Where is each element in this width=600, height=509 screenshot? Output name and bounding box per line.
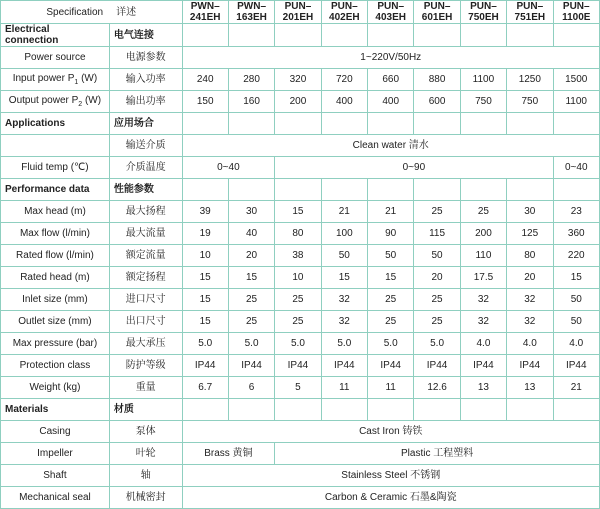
row-label-en: Power source	[1, 47, 110, 69]
row-value-cell: 200	[275, 91, 321, 113]
row-label-en-text: Output power P	[8, 94, 79, 106]
row-value-cell: 25	[228, 311, 274, 333]
table-row	[1, 47, 600, 69]
section-filler-cell	[275, 179, 321, 201]
row-value-cell: 360	[553, 223, 600, 245]
row-label-cn: 电源参数	[109, 47, 182, 69]
row-value-cell: 100	[321, 223, 367, 245]
row-label-cn: 叶轮	[109, 443, 182, 465]
column-header-model: PUN–403EH	[368, 1, 414, 24]
row-merged-value: Stainless Steel 不锈钢	[182, 465, 600, 487]
section-title-cn: 性能参数	[109, 179, 182, 201]
column-header-model: PWN–163EH	[228, 1, 274, 24]
row-group-value: Brass 黄铜	[182, 443, 275, 465]
row-value-cell: 115	[414, 223, 460, 245]
row-value-cell: 25	[275, 289, 321, 311]
row-value-cell: 25	[414, 201, 460, 223]
row-value-cell: 38	[275, 245, 321, 267]
row-label-cn: 额定流量	[109, 245, 182, 267]
row-value-cell: 5.0	[368, 333, 414, 355]
section-title-cn: 材质	[109, 399, 182, 421]
row-value-cell: IP44	[460, 355, 506, 377]
row-value-cell: 20	[228, 245, 274, 267]
table-row	[1, 333, 600, 355]
row-label-subscript: 1	[74, 78, 79, 86]
section-filler-cell	[507, 399, 553, 421]
section-filler-cell	[460, 399, 506, 421]
row-value-cell: 4.0	[553, 333, 600, 355]
row-label-cn: 输入功率	[109, 69, 182, 91]
row-value-cell: 30	[507, 201, 553, 223]
title-cn: 详述	[116, 6, 137, 18]
section-filler-cell	[275, 399, 321, 421]
row-value-cell: 200	[460, 223, 506, 245]
section-filler-cell	[228, 399, 274, 421]
table-row	[1, 223, 600, 245]
table-row	[1, 201, 600, 223]
row-label-en: Inlet size (mm)	[1, 289, 110, 311]
row-value-cell: 80	[507, 245, 553, 267]
row-value-cell: 32	[507, 289, 553, 311]
row-label-en: Fluid temp (℃)	[1, 157, 110, 179]
section-filler-cell	[368, 399, 414, 421]
row-label-cn: 最大流量	[109, 223, 182, 245]
section-filler-cell	[507, 179, 553, 201]
row-value-cell: 21	[321, 201, 367, 223]
row-value-cell: 5.0	[321, 333, 367, 355]
section-filler-cell	[414, 24, 460, 47]
section-filler-cell	[414, 399, 460, 421]
section-filler-cell	[507, 113, 553, 135]
row-value-cell: 40	[228, 223, 274, 245]
section-filler-cell	[553, 24, 600, 47]
row-value-cell: 20	[414, 267, 460, 289]
table-row	[1, 69, 600, 91]
row-value-cell: 1250	[507, 69, 553, 91]
section-title-en: Materials	[1, 399, 110, 421]
row-label-cn: 介质温度	[109, 157, 182, 179]
table-row	[1, 289, 600, 311]
row-value-cell: 4.0	[460, 333, 506, 355]
row-value-cell: 25	[368, 311, 414, 333]
row-value-cell: 750	[460, 91, 506, 113]
row-value-cell: 1100	[553, 91, 600, 113]
row-value-cell: 320	[275, 69, 321, 91]
row-value-cell: 5	[275, 377, 321, 399]
section-filler-cell	[368, 113, 414, 135]
table-row	[1, 91, 600, 113]
table-row	[1, 267, 600, 289]
row-value-cell: 32	[507, 311, 553, 333]
row-label-en: Shaft	[1, 465, 110, 487]
row-label-cn: 最大扬程	[109, 201, 182, 223]
section-title-en: Performance data	[1, 179, 110, 201]
row-value-cell: 19	[182, 223, 228, 245]
row-value-cell: 32	[321, 289, 367, 311]
title-en: Specification	[46, 6, 104, 18]
row-label-en: Max flow (l/min)	[1, 223, 110, 245]
row-label-cn: 出口尺寸	[109, 311, 182, 333]
row-value-cell: 720	[321, 69, 367, 91]
row-label-cn: 机械密封	[109, 487, 182, 509]
row-value-cell: 50	[368, 245, 414, 267]
row-group-value: Plastic 工程塑料	[275, 443, 600, 465]
row-value-cell: 220	[553, 245, 600, 267]
row-label-en: Rated head (m)	[1, 267, 110, 289]
row-value-cell: 15	[182, 311, 228, 333]
section-filler-cell	[182, 113, 228, 135]
header-row	[1, 1, 600, 24]
row-merged-value: Clean water 清水	[182, 135, 600, 157]
row-label-en: Impeller	[1, 443, 110, 465]
row-label-en: Outlet size (mm)	[1, 311, 110, 333]
row-value-cell: 23	[553, 201, 600, 223]
section-filler-cell	[414, 113, 460, 135]
section-filler-cell	[228, 24, 274, 47]
row-value-cell: 6.7	[182, 377, 228, 399]
section-title-en: Electrical connection	[1, 24, 110, 47]
row-label-subscript: 2	[78, 100, 83, 108]
table-row	[1, 443, 600, 465]
row-value-cell: 110	[460, 245, 506, 267]
section-filler-cell	[553, 113, 600, 135]
row-value-cell: 660	[368, 69, 414, 91]
row-value-cell: 4.0	[507, 333, 553, 355]
row-value-cell: 5.0	[228, 333, 274, 355]
table-body	[1, 1, 600, 509]
row-value-cell: 10	[275, 267, 321, 289]
row-value-cell: 50	[414, 245, 460, 267]
row-value-cell: 25	[368, 289, 414, 311]
row-label-unit: (W)	[82, 94, 102, 106]
row-value-cell: 21	[553, 377, 600, 399]
row-label-en: Weight (kg)	[1, 377, 110, 399]
table-row	[1, 157, 600, 179]
row-value-cell: 30	[228, 201, 274, 223]
row-value-cell: 25	[414, 289, 460, 311]
row-value-cell: 400	[368, 91, 414, 113]
section-row	[1, 399, 600, 421]
row-label-en: Casing	[1, 421, 110, 443]
table-row	[1, 135, 600, 157]
row-value-cell: IP44	[368, 355, 414, 377]
row-value-cell: 880	[414, 69, 460, 91]
row-label-cn: 最大承压	[109, 333, 182, 355]
table-row	[1, 355, 600, 377]
page-title	[1, 1, 183, 24]
row-value-cell: 15	[553, 267, 600, 289]
table-row	[1, 421, 600, 443]
row-value-cell: 15	[182, 289, 228, 311]
column-header-model: PUN–601EH	[414, 1, 460, 24]
row-value-cell: 6	[228, 377, 274, 399]
row-value-cell: IP44	[228, 355, 274, 377]
row-value-cell: 15	[368, 267, 414, 289]
row-value-cell: 15	[182, 267, 228, 289]
row-label-en	[1, 69, 110, 91]
column-header-model: PUN–751EH	[507, 1, 553, 24]
row-value-cell: 50	[553, 311, 600, 333]
row-label-en: Protection class	[1, 355, 110, 377]
row-value-cell: 32	[321, 311, 367, 333]
row-value-cell: 600	[414, 91, 460, 113]
column-header-model: PUN–1100E	[553, 1, 600, 24]
row-merged-value: Cast Iron 铸铁	[182, 421, 600, 443]
row-group-value: 0~90	[275, 157, 553, 179]
section-filler-cell	[321, 113, 367, 135]
row-label-en-text: Input power P	[12, 72, 75, 84]
row-label-unit: (W)	[78, 72, 98, 84]
section-filler-cell	[460, 24, 506, 47]
row-label-en: Mechanical seal	[1, 487, 110, 509]
section-title-cn: 电气连接	[109, 24, 182, 47]
row-label-en	[1, 135, 110, 157]
section-filler-cell	[553, 399, 600, 421]
row-value-cell: 20	[507, 267, 553, 289]
table-row	[1, 245, 600, 267]
row-label-en: Rated flow (l/min)	[1, 245, 110, 267]
row-label-cn: 进口尺寸	[109, 289, 182, 311]
row-value-cell: IP44	[553, 355, 600, 377]
row-value-cell: 39	[182, 201, 228, 223]
section-title-cn: 应用场合	[109, 113, 182, 135]
row-value-cell: 15	[275, 201, 321, 223]
row-label-en	[1, 91, 110, 113]
row-label-cn: 泵体	[109, 421, 182, 443]
section-filler-cell	[182, 24, 228, 47]
row-label-en: Max head (m)	[1, 201, 110, 223]
row-value-cell: IP44	[275, 355, 321, 377]
row-value-cell: 10	[182, 245, 228, 267]
row-value-cell: 280	[228, 69, 274, 91]
row-label-en: Max pressure (bar)	[1, 333, 110, 355]
row-value-cell: 50	[553, 289, 600, 311]
row-value-cell: 25	[228, 289, 274, 311]
column-header-model: PWN–241EH	[182, 1, 228, 24]
row-value-cell: 1500	[553, 69, 600, 91]
row-value-cell: 15	[321, 267, 367, 289]
row-value-cell: IP44	[321, 355, 367, 377]
section-filler-cell	[182, 399, 228, 421]
row-value-cell: 5.0	[182, 333, 228, 355]
section-filler-cell	[275, 113, 321, 135]
table-row	[1, 311, 600, 333]
row-value-cell: 11	[321, 377, 367, 399]
row-value-cell: 90	[368, 223, 414, 245]
row-value-cell: 400	[321, 91, 367, 113]
section-filler-cell	[321, 24, 367, 47]
section-filler-cell	[507, 24, 553, 47]
column-header-model: PUN–750EH	[460, 1, 506, 24]
section-filler-cell	[553, 179, 600, 201]
table-row	[1, 377, 600, 399]
section-filler-cell	[182, 179, 228, 201]
row-value-cell: IP44	[414, 355, 460, 377]
section-filler-cell	[368, 179, 414, 201]
row-group-value: 0~40	[553, 157, 600, 179]
row-value-cell: 750	[507, 91, 553, 113]
section-row	[1, 24, 600, 47]
row-value-cell: 50	[321, 245, 367, 267]
row-value-cell: 13	[460, 377, 506, 399]
row-label-cn: 输出功率	[109, 91, 182, 113]
row-value-cell: IP44	[507, 355, 553, 377]
section-filler-cell	[460, 179, 506, 201]
section-row	[1, 179, 600, 201]
row-value-cell: 160	[228, 91, 274, 113]
section-filler-cell	[414, 179, 460, 201]
row-value-cell: 25	[460, 201, 506, 223]
row-value-cell: 125	[507, 223, 553, 245]
row-merged-value: 1~220V/50Hz	[182, 47, 600, 69]
section-title-en: Applications	[1, 113, 110, 135]
section-filler-cell	[275, 24, 321, 47]
row-value-cell: 1100	[460, 69, 506, 91]
row-value-cell: 240	[182, 69, 228, 91]
section-filler-cell	[368, 24, 414, 47]
row-value-cell: 17.5	[460, 267, 506, 289]
section-filler-cell	[321, 399, 367, 421]
row-value-cell: 5.0	[414, 333, 460, 355]
row-label-cn: 轴	[109, 465, 182, 487]
column-header-model: PUN–402EH	[321, 1, 367, 24]
row-value-cell: 11	[368, 377, 414, 399]
row-value-cell: 21	[368, 201, 414, 223]
section-row	[1, 113, 600, 135]
row-value-cell: 32	[460, 289, 506, 311]
row-value-cell: 12.6	[414, 377, 460, 399]
row-value-cell: 25	[275, 311, 321, 333]
section-filler-cell	[460, 113, 506, 135]
row-value-cell: 150	[182, 91, 228, 113]
table-row	[1, 487, 600, 509]
section-filler-cell	[321, 179, 367, 201]
row-label-cn: 额定扬程	[109, 267, 182, 289]
row-value-cell: IP44	[182, 355, 228, 377]
row-merged-value: Carbon & Ceramic 石墨&陶瓷	[182, 487, 600, 509]
column-header-model: PUN–201EH	[275, 1, 321, 24]
row-value-cell: 13	[507, 377, 553, 399]
row-value-cell: 25	[414, 311, 460, 333]
row-label-cn: 重量	[109, 377, 182, 399]
section-filler-cell	[228, 179, 274, 201]
row-label-cn: 输送介质	[109, 135, 182, 157]
section-filler-cell	[228, 113, 274, 135]
row-label-cn: 防护等级	[109, 355, 182, 377]
row-value-cell: 15	[228, 267, 274, 289]
row-value-cell: 80	[275, 223, 321, 245]
row-value-cell: 5.0	[275, 333, 321, 355]
row-value-cell: 32	[460, 311, 506, 333]
row-group-value: 0~40	[182, 157, 275, 179]
